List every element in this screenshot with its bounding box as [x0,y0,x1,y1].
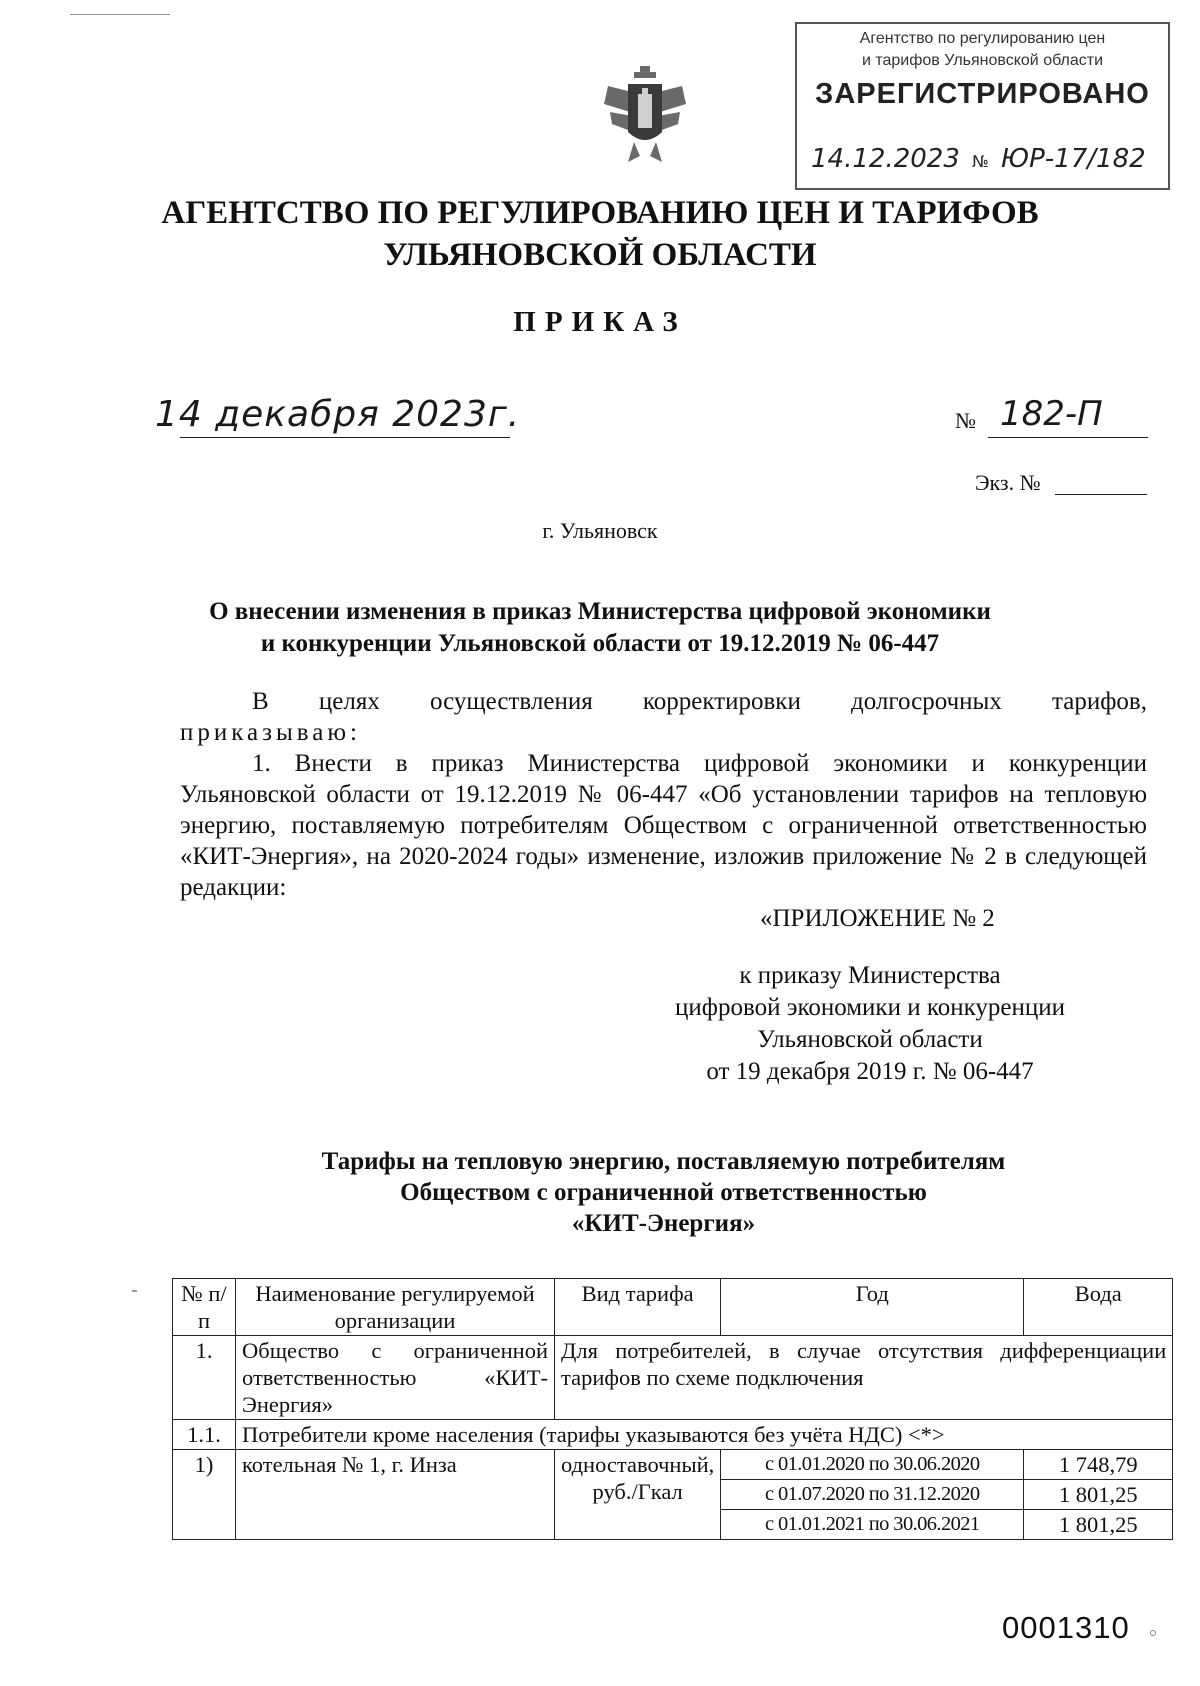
tariff-period: с 01.01.2021 по 30.06.2021 [721,1510,1024,1540]
row-description: Для потребителей, в случае отсутствия дифференциации тарифов по схеме подключения [555,1336,1173,1420]
order-number-label: № [955,408,976,433]
stamp-agency-line1: Агентство по регулированию цен [859,30,1106,47]
subject-line1: О внесении изменения в приказ Министерства цифровой экономики [209,598,991,625]
tariff-value: 1 801,25 [1024,1480,1173,1510]
table-row [173,1336,1173,1420]
appendix-ref-line2: цифровой экономики и конкуренции [675,994,1065,1021]
document-type: ПРИКАЗ [513,306,687,338]
stamp-number-label: № [972,152,989,171]
row-num: 1. [173,1336,236,1420]
stamp-agency-line2: и тарифов Ульяновской области [861,52,1104,69]
header-num: № п/п [173,1279,236,1336]
body-action-word: приказываю: [180,719,361,746]
order-number-handwritten: 182-П [1000,394,1103,434]
order-date-handwritten: 14 декабря 2023г. [155,394,521,435]
row-tariff-type: одноставочный, руб./Гкал [555,1450,721,1540]
stamp-status: ЗАРЕГИСТРИРОВАНО [815,78,1150,110]
tariff-period: с 01.01.2020 по 30.06.2020 [721,1450,1024,1480]
stamp-number: ЮР-17/182 [1001,144,1146,174]
tariff-value: 1 801,25 [1024,1510,1173,1540]
appendix-ref-line1: к приказу Министерства [739,962,1001,989]
header-water: Вода [1024,1279,1173,1336]
scan-speck [132,1290,137,1292]
header-year: Год [721,1279,1024,1336]
row-org-name: Общество с ограниченной ответственностью «КИТ-Энергия» [236,1336,555,1420]
table-title-line1: Тарифы на тепловую энергию, поставляемую потребителям [321,1148,1006,1175]
stamp-date: 14.12.2023 [811,144,960,174]
row-num: 1) [173,1450,236,1540]
table-header-row [173,1279,1173,1336]
top-edge-line [70,14,170,15]
table-row [173,1450,1173,1480]
tariff-value: 1 748,79 [1024,1450,1173,1480]
date-underline [180,437,510,438]
tariff-table [172,1278,1173,1540]
agency-name-line1: АГЕНТСТВО ПО РЕГУЛИРОВАНИЮ ЦЕН И ТАРИФОВ [161,195,1039,231]
body-paragraph-1: В целях осуществления корректировки долгосрочных тарифов, [252,688,1147,715]
copy-number-line [1055,494,1147,495]
table-title-line3: «КИТ-Энергия» [571,1210,756,1237]
serial-number: 0001310 [1002,1610,1130,1645]
agency-name-line2: УЛЬЯНОВСКОЙ ОБЛАСТИ [383,237,817,273]
appendix-ref-line4: от 19 декабря 2019 г. № 06-447 [706,1058,1034,1085]
order-subject [140,596,1060,660]
header-type: Вид тарифа [555,1279,721,1336]
row-description: Потребители кроме населения (тарифы указываются без учёта НДС) <*> [236,1420,1173,1450]
appendix-reference [640,960,1100,1088]
appendix-ref-line3: Ульяновской области [757,1026,983,1053]
copy-number-label: Экз. № [975,470,1041,495]
body-paragraph-2: 1. Внести в приказ Министерства цифровой экономики и конкуренции Ульяновской области от 19.12.2019 № 06-447 «Об установлении тарифов на тепловую энергию, поставляемую потребителям Обществом с ограниченной ответственностью «КИТ-Энергия», на 2020-2024 годы» изменение, изложив приложение № 2 в следующей редакции: [180,750,1147,901]
appendix-title: «ПРИЛОЖЕНИЕ № 2 [760,905,995,932]
table-row [173,1420,1173,1450]
coat-of-arms-icon [600,64,690,168]
tariff-period: с 01.07.2020 по 31.12.2020 [721,1480,1024,1510]
row-boiler-name: котельная № 1, г. Инза [236,1450,555,1540]
city: г. Ульяновск [542,518,658,543]
number-underline [988,437,1148,438]
scan-dot [1150,1630,1156,1636]
agency-name [0,192,1200,276]
registration-stamp [795,22,1170,190]
order-body [180,686,1147,903]
table-title [180,1146,1147,1239]
table-title-line2: Обществом с ограниченной ответственностью [400,1179,927,1206]
subject-line2: и конкуренции Ульяновской области от 19.12.2019 № 06-447 [260,630,940,657]
stamp-registration-line [811,144,1156,174]
header-name: Наименование регулируемой организации [236,1279,555,1336]
row-num: 1.1. [173,1420,236,1450]
